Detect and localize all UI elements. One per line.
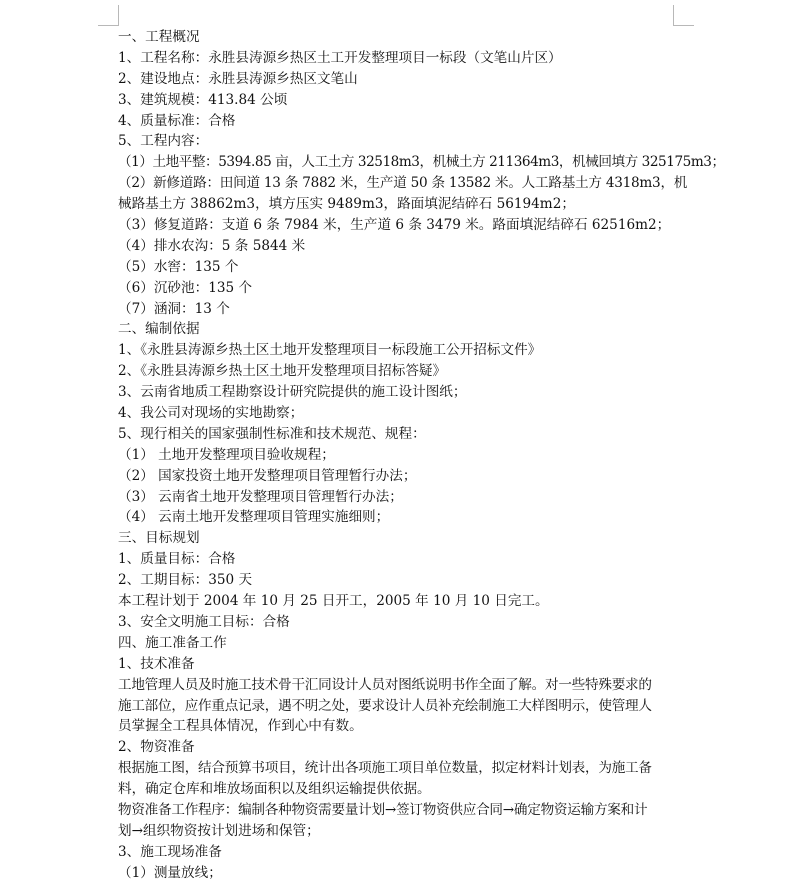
technical-preparation-line-1: 工地管理人员及时施工技术骨干汇同设计人员对图纸说明书作全面了解。对一些特殊要求的 — [118, 676, 652, 693]
new-roads-line-2: 械路基土方 38862m3，填方压实 9489m3，路面填泥结碎石 56194m2； — [118, 196, 575, 213]
standard-item-4: （4） 云南土地开发整理项目管理实施细则； — [118, 509, 390, 526]
standard-item-1: （1） 土地开发整理项目验收规程； — [118, 446, 335, 463]
land-leveling-line: （1）土地平整：5394.85 亩，人工土方 32518m3，机械土方 211364m3，机械回填方 325175m3； — [118, 154, 725, 171]
material-preparation-heading: 2、物资准备 — [118, 739, 195, 756]
page-margin-corner-top-left — [98, 5, 119, 26]
section-heading-preparation: 四、施工准备工作 — [118, 634, 227, 651]
material-preparation-line-1: 根据施工图，结合预算书项目，统计出各项施工项目单位数量，拟定材料计划表，为施工备 — [118, 760, 652, 777]
culvert-line: （7）涵洞：13 个 — [118, 300, 230, 317]
technical-preparation-heading: 1、技术准备 — [118, 655, 195, 672]
schedule-target-line: 2、工期目标：350 天 — [118, 572, 253, 589]
basis-tender-document-line: 1、《永胜县涛源乡热土区土地开发整理项目一标段施工公开招标文件》 — [118, 342, 542, 359]
section-heading-basis: 二、编制依据 — [118, 321, 200, 338]
material-procedure-line-2: 划→组织物资按计划进场和保管； — [118, 822, 320, 839]
standard-item-2: （2） 国家投资土地开发整理项目管理暂行办法； — [118, 467, 417, 484]
basis-tender-qa-line: 2、《永胜县涛源乡热土区土地开发整理项目招标答疑》 — [118, 363, 447, 380]
basis-site-survey-line: 4、我公司对现场的实地勘察； — [118, 405, 304, 422]
sedimentation-tank-line: （6）沉砂池：135 个 — [118, 279, 253, 296]
site-preparation-heading: 3、施工现场准备 — [118, 843, 222, 860]
construction-scale-line: 3、建筑规模：413.84 公顷 — [118, 91, 288, 108]
basis-design-drawings-line: 3、云南省地质工程勘察设计研究院提供的施工设计图纸； — [118, 384, 467, 401]
page-margin-corner-top-right — [673, 5, 694, 26]
material-preparation-line-2: 料，确定仓库和堆放场面积以及组织运输提供依据。 — [118, 781, 431, 798]
water-cellar-line: （5）水窖：135 个 — [118, 258, 239, 275]
material-procedure-line-1: 物资准备工作程序：编制各种物资需要量计划→签订物资供应合同→确定物资运输方案和计 — [118, 801, 648, 818]
document-body — [118, 27, 725, 884]
safety-target-line: 3、安全文明施工目标：合格 — [118, 613, 290, 630]
quality-target-line: 1、质量目标：合格 — [118, 551, 236, 568]
section-heading-target-planning: 三、目标规划 — [118, 530, 200, 547]
standard-item-3: （3） 云南省土地开发整理项目管理暂行办法； — [118, 488, 403, 505]
drainage-ditch-line: （4）排水农沟：5 条 5844 米 — [118, 237, 306, 254]
quality-standard-line: 4、质量标准：合格 — [118, 112, 236, 129]
schedule-dates-line: 本工程计划于 2004 年 10 月 25 日开工，2005 年 10 月 10 日完工。 — [118, 593, 549, 610]
technical-preparation-line-3: 员掌握全工程具体情况，作到心中有数。 — [118, 718, 363, 735]
section-heading-project-overview: 一、工程概况 — [118, 29, 200, 45]
basis-standards-heading: 5、现行相关的国家强制性标准和技术规范、规程： — [118, 425, 426, 442]
technical-preparation-line-2: 施工部位，应作重点记录，遇不明之处，要求设计人员补充绘制施工大样图明示，使管理人 — [118, 697, 652, 714]
repaired-roads-line: （3）修复道路：支道 6 条 7984 米，生产道 6 条 3479 米。路面填泥结碎石 62516m2； — [118, 217, 671, 234]
new-roads-line-1: （2）新修道路：田间道 13 条 7882 米，生产道 50 条 13582 米。人工路基土方 4318m3，机 — [118, 175, 688, 192]
survey-layout-line: （1）测量放线； — [118, 864, 222, 881]
construction-site-line: 2、建设地点：永胜县涛源乡热区文笔山 — [118, 70, 358, 87]
project-name-line: 1、工程名称：永胜县涛源乡热区土工开发整理项目一标段（文笔山片区） — [118, 49, 562, 66]
project-content-heading: 5、工程内容： — [118, 133, 209, 150]
